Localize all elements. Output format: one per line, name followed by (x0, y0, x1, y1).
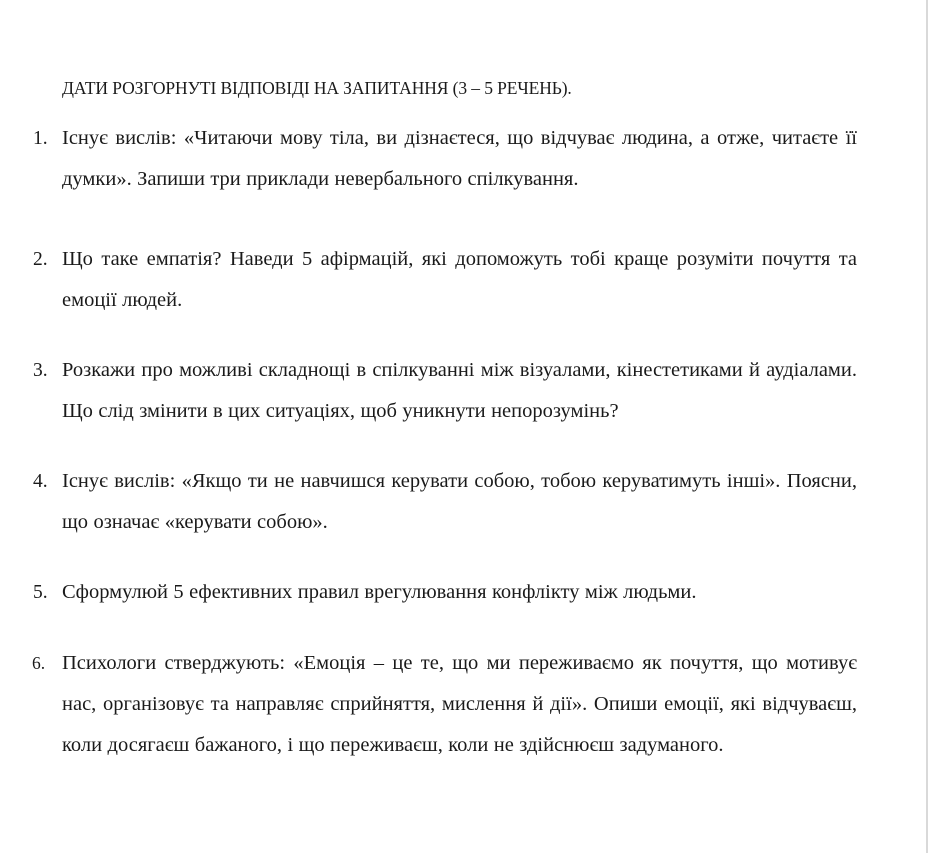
question-text: Розкажи про можливі складнощі в спілкуванні між візуалами, кінестетиками й аудіалами. Що слід змінити в цих ситуаціях, щоб уникнути непорозумінь? (62, 359, 857, 422)
question-number: 3. (33, 360, 48, 381)
document-heading: ДАТИ РОЗГОРНУТІ ВІДПОВІДІ НА ЗАПИТАННЯ (3 – 5 РЕЧЕНЬ). (62, 78, 572, 98)
question-number: 1. (33, 128, 48, 149)
question-number: 5. (33, 582, 48, 603)
question-text: Сформулюй 5 ефективних правил врегулювання конфлікту між людьми. (62, 581, 697, 603)
question-text: Психологи стверджують: «Емоція – це те, що ми переживаємо як почуття, що мотивує нас, організовує та направляє сприйняття, мислення й дії». Опиши емоції, які відчуваєш, коли досягаєш бажаного, і що переживаєш, коли не здійснюєш задуманого. (62, 652, 857, 756)
question-text: Що таке емпатія? Наведи 5 афірмацій, які допоможуть тобі краще розуміти почуття та емоції людей. (62, 248, 857, 311)
question-number: 2. (33, 249, 48, 270)
question-text: Існує вислів: «Читаючи мову тіла, ви дізнаєтеся, що відчуває людина, а отже, читаєте її думки». Запиши три приклади невербального спілкування. (62, 127, 857, 190)
question-text: Існує вислів: «Якщо ти не навчишся керувати собою, тобою керуватимуть інші». Поясни, що означає «керувати собою». (62, 470, 857, 533)
question-number: 6. (32, 653, 46, 673)
question-number: 4. (33, 471, 48, 492)
